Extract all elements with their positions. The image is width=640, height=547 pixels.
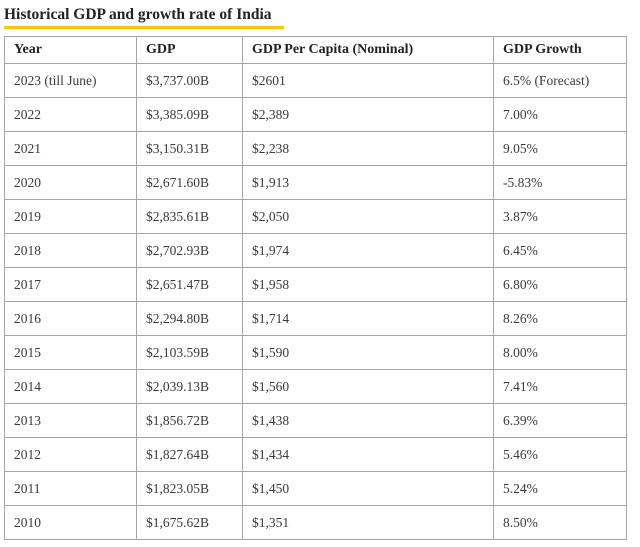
gdp-cell: $2,835.61B — [137, 200, 243, 234]
table-row — [5, 166, 627, 200]
year-cell: 2017 — [5, 268, 137, 302]
gdp-growth-cell: 6.45% — [494, 234, 627, 268]
table-row — [5, 438, 627, 472]
page-title: Historical GDP and growth rate of India — [4, 6, 284, 29]
gdp-per-capita-cell: $1,434 — [243, 438, 494, 472]
table-row — [5, 268, 627, 302]
gdp-per-capita-cell: $1,913 — [243, 166, 494, 200]
gdp-table — [4, 36, 627, 540]
gdp-cell: $1,856.72B — [137, 404, 243, 438]
gdp-cell: $3,150.31B — [137, 132, 243, 166]
gdp-per-capita-cell: $1,714 — [243, 302, 494, 336]
gdp-per-capita-cell: $1,450 — [243, 472, 494, 506]
gdp-growth-cell: 5.46% — [494, 438, 627, 472]
gdp-per-capita-cell: $2601 — [243, 64, 494, 98]
gdp-cell: $1,675.62B — [137, 506, 243, 540]
table-row — [5, 234, 627, 268]
gdp-per-capita-cell: $1,560 — [243, 370, 494, 404]
gdp-cell: $2,039.13B — [137, 370, 243, 404]
gdp-growth-cell: 7.00% — [494, 98, 627, 132]
year-cell: 2013 — [5, 404, 137, 438]
column-header-gdp-per-capita-nominal: GDP Per Capita (Nominal) — [243, 37, 494, 64]
gdp-growth-cell: 5.24% — [494, 472, 627, 506]
column-header-gdp: GDP — [137, 37, 243, 64]
gdp-per-capita-cell: $1,590 — [243, 336, 494, 370]
gdp-cell: $3,737.00B — [137, 64, 243, 98]
table-header-row — [5, 37, 627, 64]
gdp-growth-cell: 9.05% — [494, 132, 627, 166]
gdp-cell: $1,827.64B — [137, 438, 243, 472]
table-row — [5, 132, 627, 166]
year-cell: 2023 (till June) — [5, 64, 137, 98]
year-cell: 2011 — [5, 472, 137, 506]
gdp-growth-cell: 6.5% (Forecast) — [494, 64, 627, 98]
year-cell: 2015 — [5, 336, 137, 370]
year-cell: 2010 — [5, 506, 137, 540]
column-header-year: Year — [5, 37, 137, 64]
table-row — [5, 404, 627, 438]
gdp-growth-cell: 3.87% — [494, 200, 627, 234]
gdp-cell: $2,103.59B — [137, 336, 243, 370]
table-row — [5, 506, 627, 540]
table-header — [5, 37, 627, 64]
gdp-cell: $2,651.47B — [137, 268, 243, 302]
table-row — [5, 302, 627, 336]
gdp-growth-cell: 6.80% — [494, 268, 627, 302]
year-cell: 2016 — [5, 302, 137, 336]
gdp-cell: $2,294.80B — [137, 302, 243, 336]
year-cell: 2018 — [5, 234, 137, 268]
gdp-growth-cell: 8.00% — [494, 336, 627, 370]
gdp-per-capita-cell: $1,438 — [243, 404, 494, 438]
table-row — [5, 64, 627, 98]
gdp-per-capita-cell: $1,351 — [243, 506, 494, 540]
gdp-cell: $2,671.60B — [137, 166, 243, 200]
gdp-growth-cell: 6.39% — [494, 404, 627, 438]
table-body — [5, 64, 627, 540]
table-row — [5, 370, 627, 404]
table-row — [5, 98, 627, 132]
gdp-growth-cell: 8.26% — [494, 302, 627, 336]
gdp-per-capita-cell: $1,974 — [243, 234, 494, 268]
gdp-per-capita-cell: $1,958 — [243, 268, 494, 302]
year-cell: 2012 — [5, 438, 137, 472]
year-cell: 2022 — [5, 98, 137, 132]
gdp-cell: $2,702.93B — [137, 234, 243, 268]
gdp-growth-cell: 7.41% — [494, 370, 627, 404]
gdp-growth-cell: 8.50% — [494, 506, 627, 540]
year-cell: 2014 — [5, 370, 137, 404]
table-row — [5, 472, 627, 506]
table-row — [5, 336, 627, 370]
gdp-per-capita-cell: $2,238 — [243, 132, 494, 166]
year-cell: 2021 — [5, 132, 137, 166]
gdp-per-capita-cell: $2,050 — [243, 200, 494, 234]
gdp-growth-cell: -5.83% — [494, 166, 627, 200]
gdp-per-capita-cell: $2,389 — [243, 98, 494, 132]
year-cell: 2020 — [5, 166, 137, 200]
gdp-cell: $1,823.05B — [137, 472, 243, 506]
table-row — [5, 200, 627, 234]
column-header-gdp-growth: GDP Growth — [494, 37, 627, 64]
year-cell: 2019 — [5, 200, 137, 234]
gdp-cell: $3,385.09B — [137, 98, 243, 132]
